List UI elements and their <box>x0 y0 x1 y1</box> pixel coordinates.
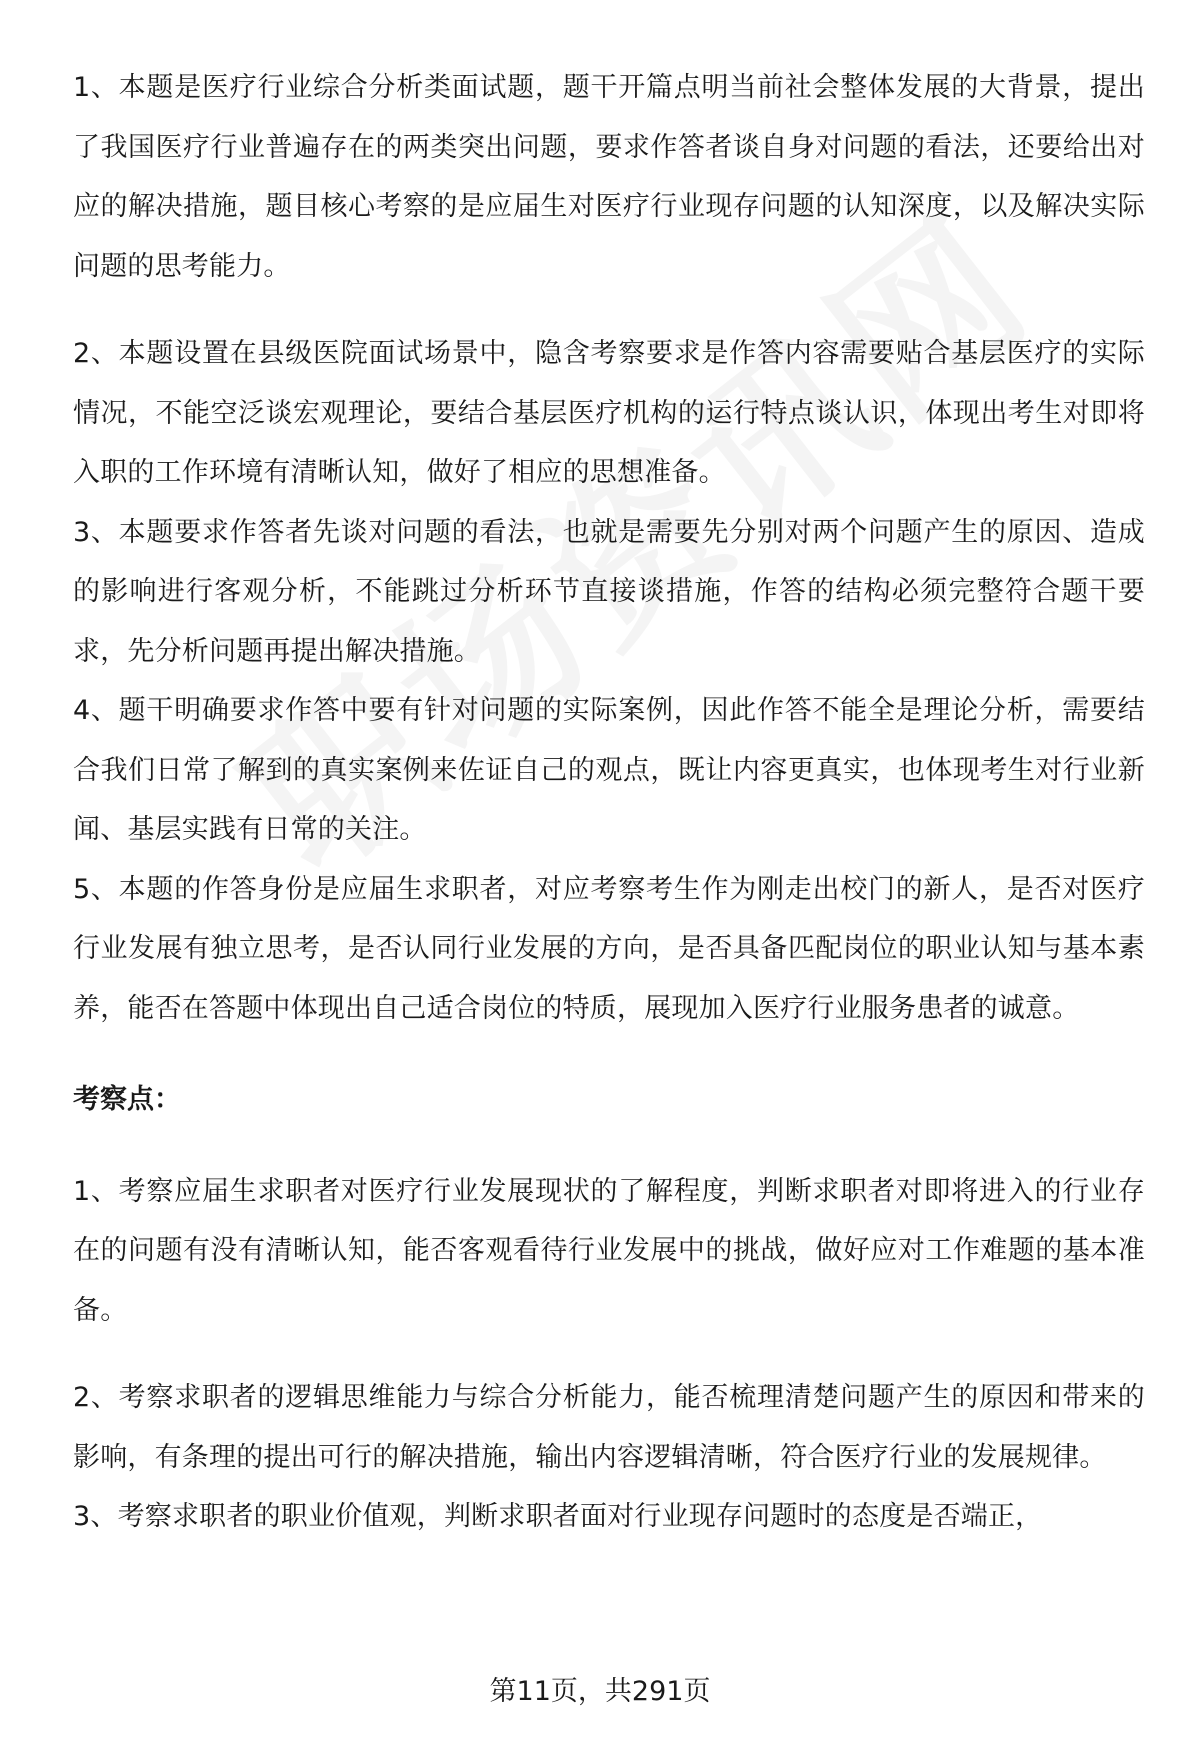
point-paragraph-3: 3、考察求职者的职业价值观，判断求职者面对行业现存问题时的态度是否端正， <box>73 1501 1043 1532</box>
page-footer: 第11页，共291页 <box>489 1676 711 1707</box>
point-paragraph-2: 2、考察求职者的逻辑思维能力与综合分析能力，能否梳理清楚问题产生的原因和带来的影响，有条理的提出可行的解决措施，输出内容逻辑清晰，符合医疗行业的发展规律。 <box>73 1382 1145 1473</box>
analysis-paragraph-3: 3、本题要求作答者先谈对问题的看法，也就是需要先分别对两个问题产生的原因、造成的影响进行客观分析，不能跳过分析环节直接谈措施，作答的结构必须完整符合题干要求，先分析问题再提出解决措施。 <box>73 516 1145 667</box>
point-paragraph-1: 1、考察应届生求职者对医疗行业发展现状的了解程度，判断求职者对即将进入的行业存在的问题有没有清晰认知，能否客观看待行业发展中的挑战，做好应对工作难题的基本准备。 <box>73 1175 1145 1326</box>
analysis-paragraph-5: 5、本题的作答身份是应届生求职者，对应考察考生作为刚走出校门的新人，是否对医疗行业发展有独立思考，是否认同行业发展的方向，是否具备匹配岗位的职业认知与基本素养，能否在答题中体现出自己适合岗位的特质，展现加入医疗行业服务患者的诚意。 <box>73 873 1145 1024</box>
section-heading: 考察点： <box>73 1084 181 1115</box>
analysis-paragraph-2: 2、本题设置在县级医院面试场景中，隐含考察要求是作答内容需要贴合基层医疗的实际情况，不能空泛谈宏观理论，要结合基层医疗机构的运行特点谈认识，体现出考生对即将入职的工作环境有清晰认知，做好了相应的思想准备。 <box>73 338 1145 488</box>
analysis-paragraph-1: 1、本题是医疗行业综合分析类面试题，题干开篇点明当前社会整体发展的大背景，提出了我国医疗行业普遍存在的两类突出问题，要求作答者谈自身对问题的看法，还要给出对应的解决措施，题目核心考察的是应届生对医疗行业现存问题的认知深度，以及解决实际问题的思考能力。 <box>73 72 1145 282</box>
analysis-paragraph-4: 4、题干明确要求作答中要有针对问题的实际案例，因此作答不能全是理论分析，需要结合我们日常了解到的真实案例来佐证自己的观点，既让内容更真实，也体现考生对行业新闻、基层实践有日常的关注。 <box>73 695 1145 845</box>
